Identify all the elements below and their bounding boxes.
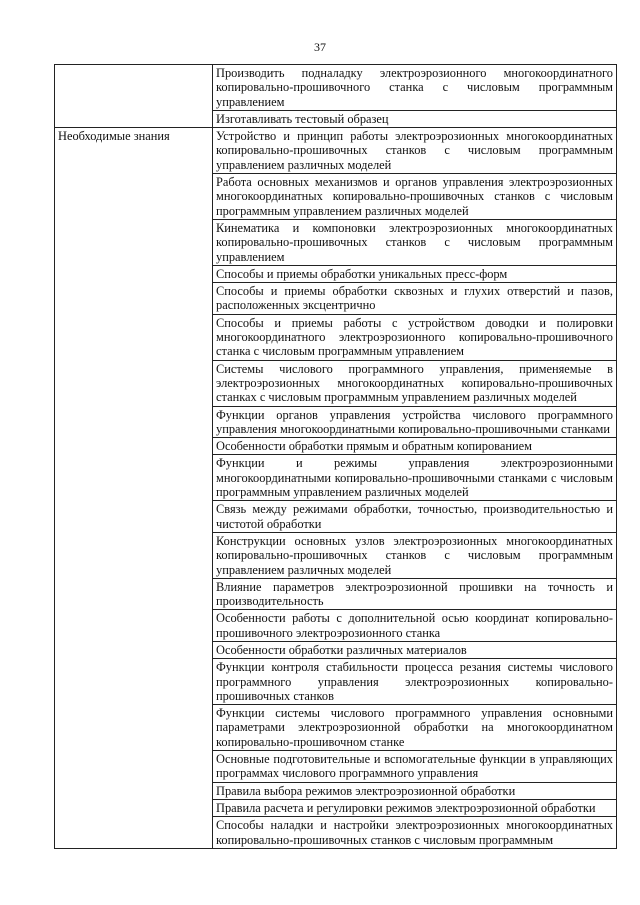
empty-label-cell <box>55 65 213 128</box>
table-cell: Особенности работы с дополнительной осью координат копировально-прошивочного электроэрозионного станка <box>213 610 617 642</box>
table-cell: Правила выбора режимов электроэрозионной обработки <box>213 782 617 799</box>
table-cell: Основные подготовительные и вспомогательные функции в управляющих программах числового программного управления <box>213 751 617 783</box>
table-cell: Правила расчета и регулировки режимов электроэрозионной обработки <box>213 799 617 816</box>
table-cell: Кинематика и компоновки электроэрозионных многокоординатных копировально-прошивочных станков с числовым программным управлением <box>213 219 617 265</box>
table-cell: Изготавливать тестовый образец <box>213 110 617 127</box>
table-cell: Работа основных механизмов и органов управления электроэрозионных многокоординатных копировально-прошивочных станков с числовым программным управлением различных моделей <box>213 174 617 220</box>
table-row <box>55 128 617 174</box>
table-cell: Связь между режимами обработки, точностью, производительностью и чистотой обработки <box>213 501 617 533</box>
table-cell: Способы и приемы обработки сквозных и глухих отверстий и пазов, расположенных эксцентрично <box>213 283 617 315</box>
table-cell: Способы и приемы работы с устройством доводки и полировки многокоординатного электроэрозионного копировально-прошивочного станка с числовым программным управлением <box>213 314 617 360</box>
table-cell: Функции контроля стабильности процесса резания системы числового программного управления электроэрозионных копировально-прошивочных станков <box>213 659 617 705</box>
page-number: 37 <box>314 40 326 54</box>
table-cell: Особенности обработки различных материалов <box>213 641 617 658</box>
table-cell: Функции органов управления устройства числового программного управления многокоординатными копировально-прошивочными станками <box>213 406 617 438</box>
table-cell: Особенности обработки прямым и обратным копированием <box>213 438 617 455</box>
table-cell: Влияние параметров электроэрозионной прошивки на точность и производительность <box>213 578 617 610</box>
table-cell: Устройство и принцип работы электроэрозионных многокоординатных копировально-прошивочных станков с числовым программным управлением различных моделей <box>213 128 617 174</box>
table-cell: Конструкции основных узлов электроэрозионных многокоординатных копировально-прошивочных станков с числовым программным управлением различных моделей <box>213 532 617 578</box>
section-label: Необходимые знания <box>55 128 213 849</box>
table-cell: Функции и режимы управления электроэрозионными многокоординатными копировально-прошивочными станками с числовым программным управлением различных моделей <box>213 455 617 501</box>
table-cell: Системы числового программного управления, применяемые в электроэрозионных многокоординатных копировально-прошивочных станках с числовым программным управлением различных моделей <box>213 360 617 406</box>
knowledge-table <box>54 64 617 849</box>
table-row <box>55 65 617 111</box>
table-cell: Способы и приемы обработки уникальных пресс-форм <box>213 265 617 282</box>
table-cell: Функции системы числового программного управления основными параметрами электроэрозионной обработки на многокоординатном копировально-прошивочном станке <box>213 705 617 751</box>
table-cell: Способы наладки и настройки электроэрозионных многокоординатных копировально-прошивочных станков с числовым программным <box>213 817 617 849</box>
table-cell: Производить подналадку электроэрозионного многокоординатного копировально-прошивочного станка с числовым программным управлением <box>213 65 617 111</box>
